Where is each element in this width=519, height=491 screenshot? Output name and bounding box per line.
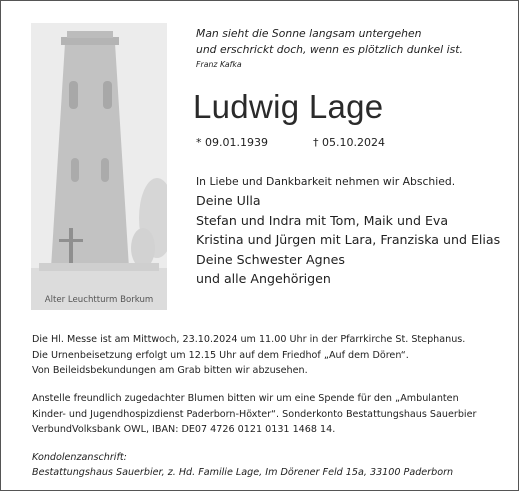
mourners-list [196,191,500,289]
mourner-line: Deine Ulla [196,193,261,208]
mourner-line: Deine Schwester Agnes [196,251,345,267]
mourner-line: Stefan und Indra mit Tom, Maik und Eva [196,212,449,228]
photo-caption: Alter Leuchtturm Borkum [44,295,154,305]
death-date: † 05.10.2024 [313,136,385,149]
service-info [32,332,465,379]
quote-author: Franz Kafka [196,60,242,69]
donation-line: Anstelle freundlich zugedachter Blumen bitten wir um eine Spende für den „Ambulanten [32,393,459,404]
quote-line-1: Man sieht die Sonne langsam untergehen [196,27,422,40]
mourner-line: und alle Angehörigen [196,271,331,286]
service-line: Die Hl. Messe ist am Mittwoch, 23.10.2024 um 11.00 Uhr in der Pfarrkirche St. Stephanus. [32,334,466,345]
mourner-line: Kristina und Jürgen mit Lara, Franziska und Elias [196,232,501,247]
quote-block [196,26,463,72]
donation-line: Kinder- und Jugendhospizdienst Paderborn-Höxter“. Sonderkonto Bestattungshaus Sauerbier [32,408,477,420]
service-line: Von Beileidsbekundungen am Grab bitten wir abzusehen. [32,365,308,376]
condolence-address-line: Bestattungshaus Sauerbier, z. Hd. Familie Lage, Im Dörener Feld 15a, 33100 Paderborn [32,467,454,478]
donation-line: VerbundVolksbank OWL, IBAN: DE07 4726 0121 0131 1468 14. [32,424,336,435]
birth-date: * 09.01.1939 [196,136,268,149]
lighthouse-photo [31,23,167,310]
donation-info [32,391,476,438]
condolence-address [32,450,453,480]
service-line: Die Urnenbeisetzung erfolgt um 12.15 Uhr auf dem Friedhof „Auf dem Dören“. [32,349,409,361]
farewell-intro: In Liebe und Dankbarkeit nehmen wir Abschied. [196,175,456,188]
condolence-label: Kondolenzanschrift: [32,452,127,463]
lighthouse-illustration [31,23,167,310]
deceased-name: Ludwig Lage [193,88,384,125]
quote-line-2: und erschrickt doch, wenn es plötzlich dunkel ist. [196,43,463,56]
